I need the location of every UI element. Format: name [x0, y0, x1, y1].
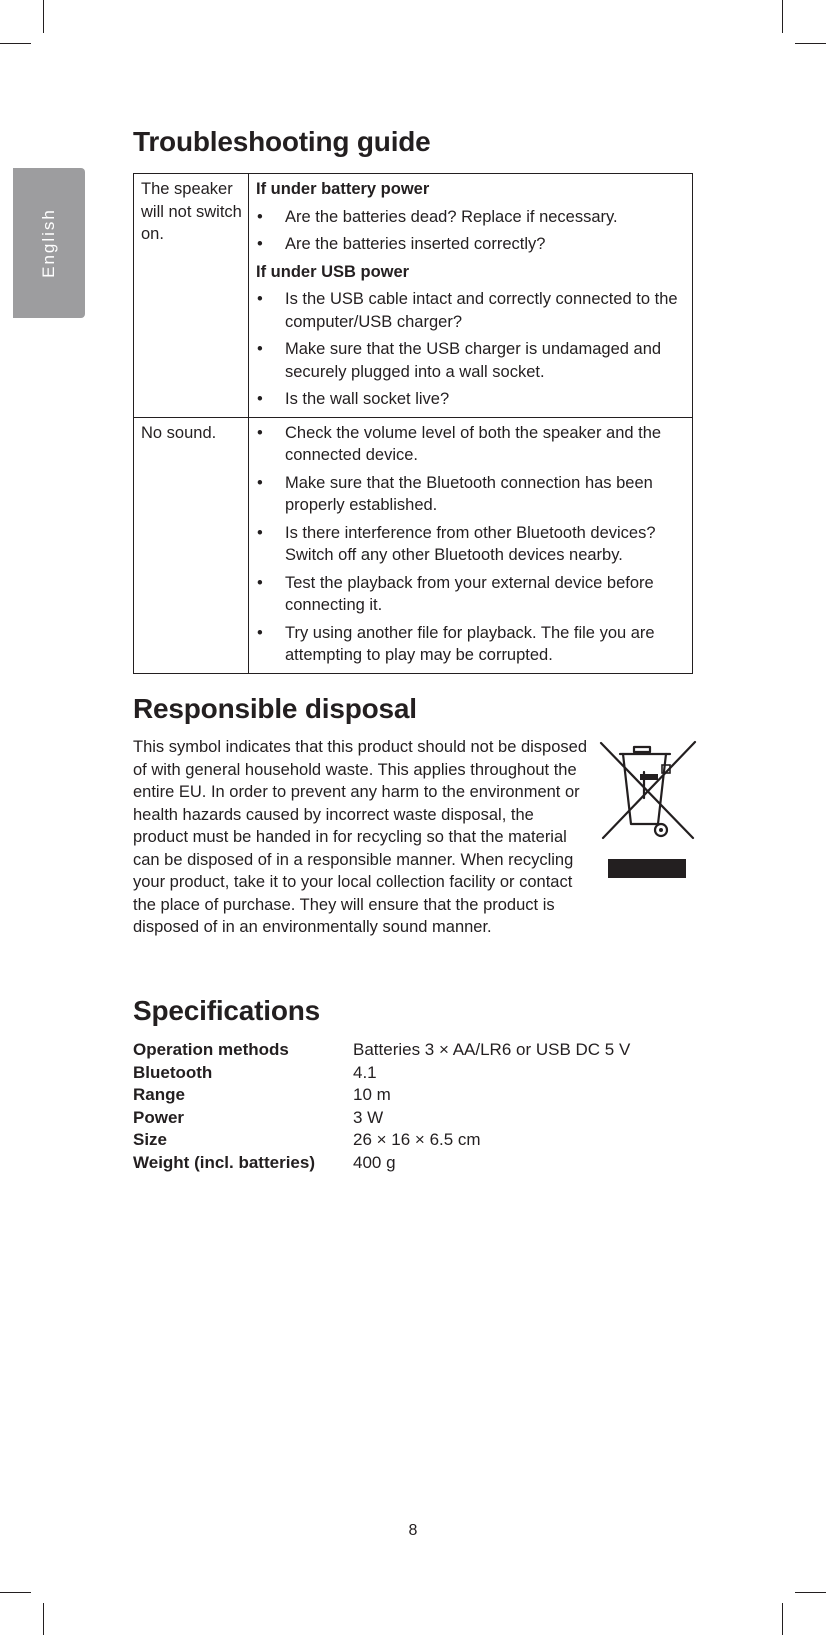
- crop-mark: [795, 1592, 826, 1593]
- problem-cell: No sound.: [134, 417, 249, 673]
- spec-row: [133, 1084, 630, 1107]
- list-item: • Try using another file for playback. The file you are attempting to play may be corrupted.: [256, 622, 686, 667]
- weee-crossed-out-bin-icon: [598, 738, 698, 850]
- spec-row: [133, 1152, 630, 1175]
- page-number: 8: [408, 1522, 418, 1539]
- spec-row: [133, 1039, 630, 1062]
- solution-list: [256, 206, 686, 256]
- crop-mark: [782, 0, 783, 33]
- spec-label: Weight (incl. batteries): [133, 1152, 315, 1172]
- troubleshooting-title: Troubleshooting guide: [133, 126, 431, 157]
- disposal-title: Responsible disposal: [133, 693, 417, 724]
- list-item: • Make sure that the USB charger is undamaged and securely plugged into a wall socket.: [256, 338, 686, 383]
- problem-cell: The speaker will not switch on.: [134, 174, 249, 418]
- spec-value: 3 W: [353, 1107, 384, 1127]
- solution-cell: [249, 174, 693, 418]
- spec-label: Power: [133, 1107, 185, 1127]
- spec-value: Batteries 3 × AA/LR6 or USB DC 5 V: [353, 1040, 631, 1059]
- list-item: • Are the batteries inserted correctly?: [256, 233, 686, 256]
- specs-list: [133, 1039, 630, 1174]
- language-tab: [13, 168, 85, 318]
- list-item: • Is there interference from other Bluetooth devices? Switch off any other Bluetooth devices nearby.: [256, 522, 686, 567]
- spec-row: [133, 1107, 630, 1130]
- crop-mark: [782, 1603, 783, 1635]
- list-item: • Are the batteries dead? Replace if necessary.: [256, 206, 686, 229]
- spec-label: Size: [133, 1130, 168, 1149]
- spec-value: 400 g: [353, 1152, 396, 1172]
- list-item: • Is the USB cable intact and correctly connected to the computer/USB charger?: [256, 288, 686, 333]
- weee-date-bar: [608, 859, 686, 878]
- spec-label: Operation methods: [133, 1040, 289, 1059]
- spec-row: [133, 1129, 630, 1152]
- spec-row: [133, 1062, 630, 1085]
- spec-label: Bluetooth: [133, 1062, 213, 1082]
- list-item: • Is the wall socket live?: [256, 388, 686, 411]
- crop-mark: [43, 1603, 44, 1635]
- table-row: [134, 417, 693, 673]
- crop-mark: [0, 43, 31, 44]
- table-row: [134, 174, 693, 418]
- subheading: If under USB power: [256, 262, 410, 281]
- spec-value: 4.1: [353, 1062, 377, 1082]
- crop-mark: [43, 0, 44, 33]
- specs-title: Specifications: [133, 995, 321, 1026]
- list-item: • Make sure that the Bluetooth connection has been properly established.: [256, 472, 686, 517]
- subheading: If under battery power: [256, 180, 430, 198]
- solution-list: [256, 422, 686, 667]
- list-item: • Check the volume level of both the speaker and the connected device.: [256, 422, 686, 467]
- list-item: • Test the playback from your external device before connecting it.: [256, 572, 686, 617]
- crop-mark: [795, 43, 826, 44]
- troubleshooting-table: [133, 173, 693, 674]
- disposal-text: This symbol indicates that this product should not be disposed of with general household waste. This applies throughout the entire EU. In order to prevent any harm to the environment or health hazards caused by incorrect waste disposal, the product must be handed in for recycling so that the material can be disposed of in a responsible manner. When recycling your product, take it to your local collection facility or contact the place of purchase. They will ensure that the product is disposed of in an environmentally sound manner.: [133, 738, 588, 936]
- spec-value: 26 × 16 × 6.5 cm: [353, 1130, 481, 1149]
- solution-list: [256, 288, 686, 411]
- spec-label: Range: [133, 1085, 185, 1104]
- solution-cell: [249, 417, 693, 673]
- language-tab-label: English: [39, 208, 58, 278]
- crop-mark: [0, 1592, 31, 1593]
- spec-value: 10 m: [353, 1085, 391, 1104]
